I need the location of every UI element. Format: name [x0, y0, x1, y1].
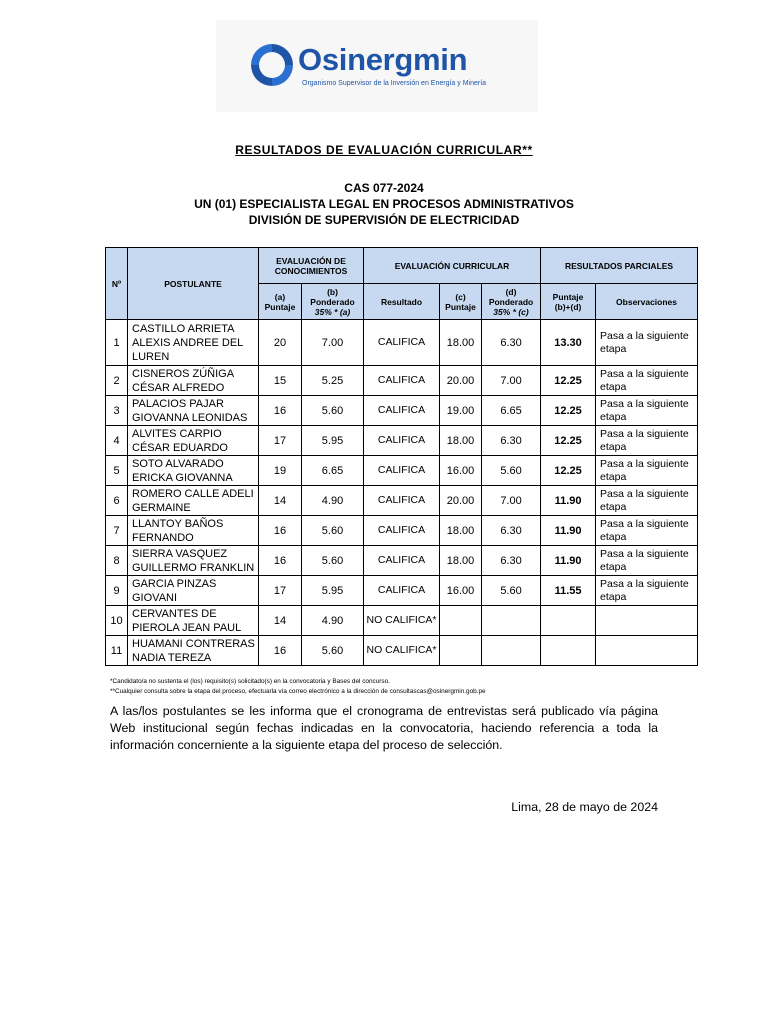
score-d: 6.30	[482, 320, 541, 366]
logo-subtitle: Organismo Supervisor de la Inversión en Energía y Minería	[302, 80, 487, 87]
col-resultado-header: Resultado	[364, 284, 440, 320]
observation: Pasa a la siguiente etapa	[596, 546, 698, 576]
table-row	[106, 486, 698, 516]
row-num: 2	[106, 366, 128, 396]
score-a: 14	[259, 486, 302, 516]
total-score: 12.25	[541, 426, 596, 456]
score-c: 18.00	[440, 426, 482, 456]
table-row	[106, 516, 698, 546]
score-c: 19.00	[440, 396, 482, 426]
observation	[596, 636, 698, 666]
score-b: 5.25	[302, 366, 364, 396]
postulante-name: SIERRA VASQUEZ GUILLERMO FRANKLIN	[128, 546, 259, 576]
table-row	[106, 320, 698, 366]
postulante-name: LLANTOY BAÑOS FERNANDO	[128, 516, 259, 546]
score-a: 16	[259, 636, 302, 666]
table-row	[106, 366, 698, 396]
result-status: CALIFICA	[364, 366, 440, 396]
score-d	[482, 606, 541, 636]
table-row	[106, 396, 698, 426]
total-score: 11.90	[541, 546, 596, 576]
total-score: 11.90	[541, 486, 596, 516]
result-status: CALIFICA	[364, 456, 440, 486]
total-score: 12.25	[541, 396, 596, 426]
postulante-name: PALACIOS PAJAR GIOVANNA LEONIDAS	[128, 396, 259, 426]
score-a: 17	[259, 576, 302, 606]
score-b: 7.00	[302, 320, 364, 366]
score-d: 7.00	[482, 366, 541, 396]
score-c: 18.00	[440, 546, 482, 576]
result-status: CALIFICA	[364, 426, 440, 456]
score-b: 5.95	[302, 576, 364, 606]
footnote-2: **Cualquier consulta sobre la etapa del proceso, efectuarla vía correo electrónico a la dirección de consultascas@osinergmin.gob.pe	[110, 688, 486, 695]
score-c: 20.00	[440, 366, 482, 396]
row-num: 1	[106, 320, 128, 366]
row-num: 8	[106, 546, 128, 576]
observation: Pasa a la siguiente etapa	[596, 366, 698, 396]
total-score: 11.90	[541, 516, 596, 546]
score-b: 6.65	[302, 456, 364, 486]
total-score	[541, 636, 596, 666]
result-status: CALIFICA	[364, 486, 440, 516]
postulante-name: SOTO ALVARADO ERICKA GIOVANNA	[128, 456, 259, 486]
score-b: 5.60	[302, 396, 364, 426]
position-title: UN (01) ESPECIALISTA LEGAL EN PROCESOS ADMINISTRATIVOS	[194, 197, 574, 211]
division-name: DIVISIÓN DE SUPERVISIÓN DE ELECTRICIDAD	[248, 213, 520, 227]
result-status: CALIFICA	[364, 516, 440, 546]
table-row	[106, 426, 698, 456]
col-d-header: (d) Ponderado 35% * (c)	[482, 284, 541, 320]
postulante-name: CERVANTES DE PIEROLA JEAN PAUL	[128, 606, 259, 636]
score-d: 5.60	[482, 456, 541, 486]
result-status: CALIFICA	[364, 546, 440, 576]
score-b: 5.60	[302, 636, 364, 666]
row-num: 6	[106, 486, 128, 516]
col-observaciones-header: Observaciones	[596, 284, 698, 320]
score-d: 6.30	[482, 516, 541, 546]
score-b: 4.90	[302, 486, 364, 516]
row-num: 7	[106, 516, 128, 546]
observation: Pasa a la siguiente etapa	[596, 516, 698, 546]
postulante-name: HUAMANI CONTRERAS NADIA TEREZA	[128, 636, 259, 666]
result-status: CALIFICA	[364, 396, 440, 426]
col-b-header: (b) Ponderado 35% * (a)	[302, 284, 364, 320]
score-c	[440, 636, 482, 666]
score-d: 6.65	[482, 396, 541, 426]
score-b: 5.60	[302, 546, 364, 576]
total-score: 13.30	[541, 320, 596, 366]
footnote-1: *Candidato/a no sustenta el (los) requisito(s) solicitado(s) en la convocatoria y Bases del concurso.	[110, 678, 390, 685]
score-a: 15	[259, 366, 302, 396]
total-score: 12.25	[541, 456, 596, 486]
date-line: Lima, 28 de mayo de 2024	[511, 800, 658, 814]
row-num: 9	[106, 576, 128, 606]
col-curricular-header: EVALUACIÓN CURRICULAR	[364, 248, 541, 284]
total-score: 12.25	[541, 366, 596, 396]
score-a: 16	[259, 396, 302, 426]
postulante-name: ALVITES CARPIO CÉSAR EDUARDO	[128, 426, 259, 456]
score-d: 6.30	[482, 426, 541, 456]
score-a: 16	[259, 546, 302, 576]
col-parciales-header: RESULTADOS PARCIALES	[541, 248, 698, 284]
table-row	[106, 636, 698, 666]
score-c: 16.00	[440, 576, 482, 606]
observation	[596, 606, 698, 636]
score-d: 7.00	[482, 486, 541, 516]
score-a: 16	[259, 516, 302, 546]
score-c	[440, 606, 482, 636]
score-d: 6.30	[482, 546, 541, 576]
score-d: 5.60	[482, 576, 541, 606]
col-a-header: (a) Puntaje	[259, 284, 302, 320]
postulante-name: ROMERO CALLE ADELI GERMAINE	[128, 486, 259, 516]
score-a: 14	[259, 606, 302, 636]
total-score: 11.55	[541, 576, 596, 606]
col-postulante-header: POSTULANTE	[128, 248, 259, 320]
score-c: 16.00	[440, 456, 482, 486]
score-b: 5.60	[302, 516, 364, 546]
score-a: 20	[259, 320, 302, 366]
postulante-name: GARCIA PINZAS GIOVANI	[128, 576, 259, 606]
score-c: 18.00	[440, 320, 482, 366]
col-puntaje-header: Puntaje (b)+(d)	[541, 284, 596, 320]
document-title: RESULTADOS DE EVALUACIÓN CURRICULAR**	[235, 143, 533, 157]
observation: Pasa a la siguiente etapa	[596, 576, 698, 606]
score-a: 17	[259, 426, 302, 456]
row-num: 11	[106, 636, 128, 666]
notice-paragraph: A las/los postulantes se les informa que el cronograma de entrevistas será publicado vía página Web institucional según fechas indicadas en la convocatoria, haciendo referencia a toda la información concerniente a la siguiente etapa del proceso de selección.	[110, 704, 658, 752]
score-b: 4.90	[302, 606, 364, 636]
table-row	[106, 606, 698, 636]
observation: Pasa a la siguiente etapa	[596, 396, 698, 426]
osinergmin-logo-icon	[247, 40, 297, 90]
table-row	[106, 546, 698, 576]
score-c: 20.00	[440, 486, 482, 516]
col-c-header: (c) Puntaje	[440, 284, 482, 320]
postulante-name: CASTILLO ARRIETA ALEXIS ANDREE DEL LUREN	[128, 320, 259, 366]
observation: Pasa a la siguiente etapa	[596, 426, 698, 456]
footnotes	[110, 677, 486, 697]
result-status: CALIFICA	[364, 576, 440, 606]
score-a: 19	[259, 456, 302, 486]
logo	[216, 20, 538, 112]
logo-name: Osinergmin	[298, 42, 468, 77]
result-status: NO CALIFICA*	[364, 606, 440, 636]
score-b: 5.95	[302, 426, 364, 456]
observation: Pasa a la siguiente etapa	[596, 320, 698, 366]
postulante-name: CISNEROS ZÚÑIGA CÉSAR ALFREDO	[128, 366, 259, 396]
results-table	[105, 247, 698, 666]
observation: Pasa a la siguiente etapa	[596, 456, 698, 486]
row-num: 5	[106, 456, 128, 486]
row-num: 3	[106, 396, 128, 426]
score-d	[482, 636, 541, 666]
cas-code: CAS 077-2024	[344, 181, 424, 195]
table-row	[106, 456, 698, 486]
col-num-header: Nº	[106, 248, 128, 320]
row-num: 4	[106, 426, 128, 456]
row-num: 10	[106, 606, 128, 636]
score-c: 18.00	[440, 516, 482, 546]
col-conocimientos-header: EVALUACIÓN DE CONOCIMIENTOS	[259, 248, 364, 284]
table-row	[106, 576, 698, 606]
result-status: NO CALIFICA*	[364, 636, 440, 666]
result-status: CALIFICA	[364, 320, 440, 366]
total-score	[541, 606, 596, 636]
observation: Pasa a la siguiente etapa	[596, 486, 698, 516]
